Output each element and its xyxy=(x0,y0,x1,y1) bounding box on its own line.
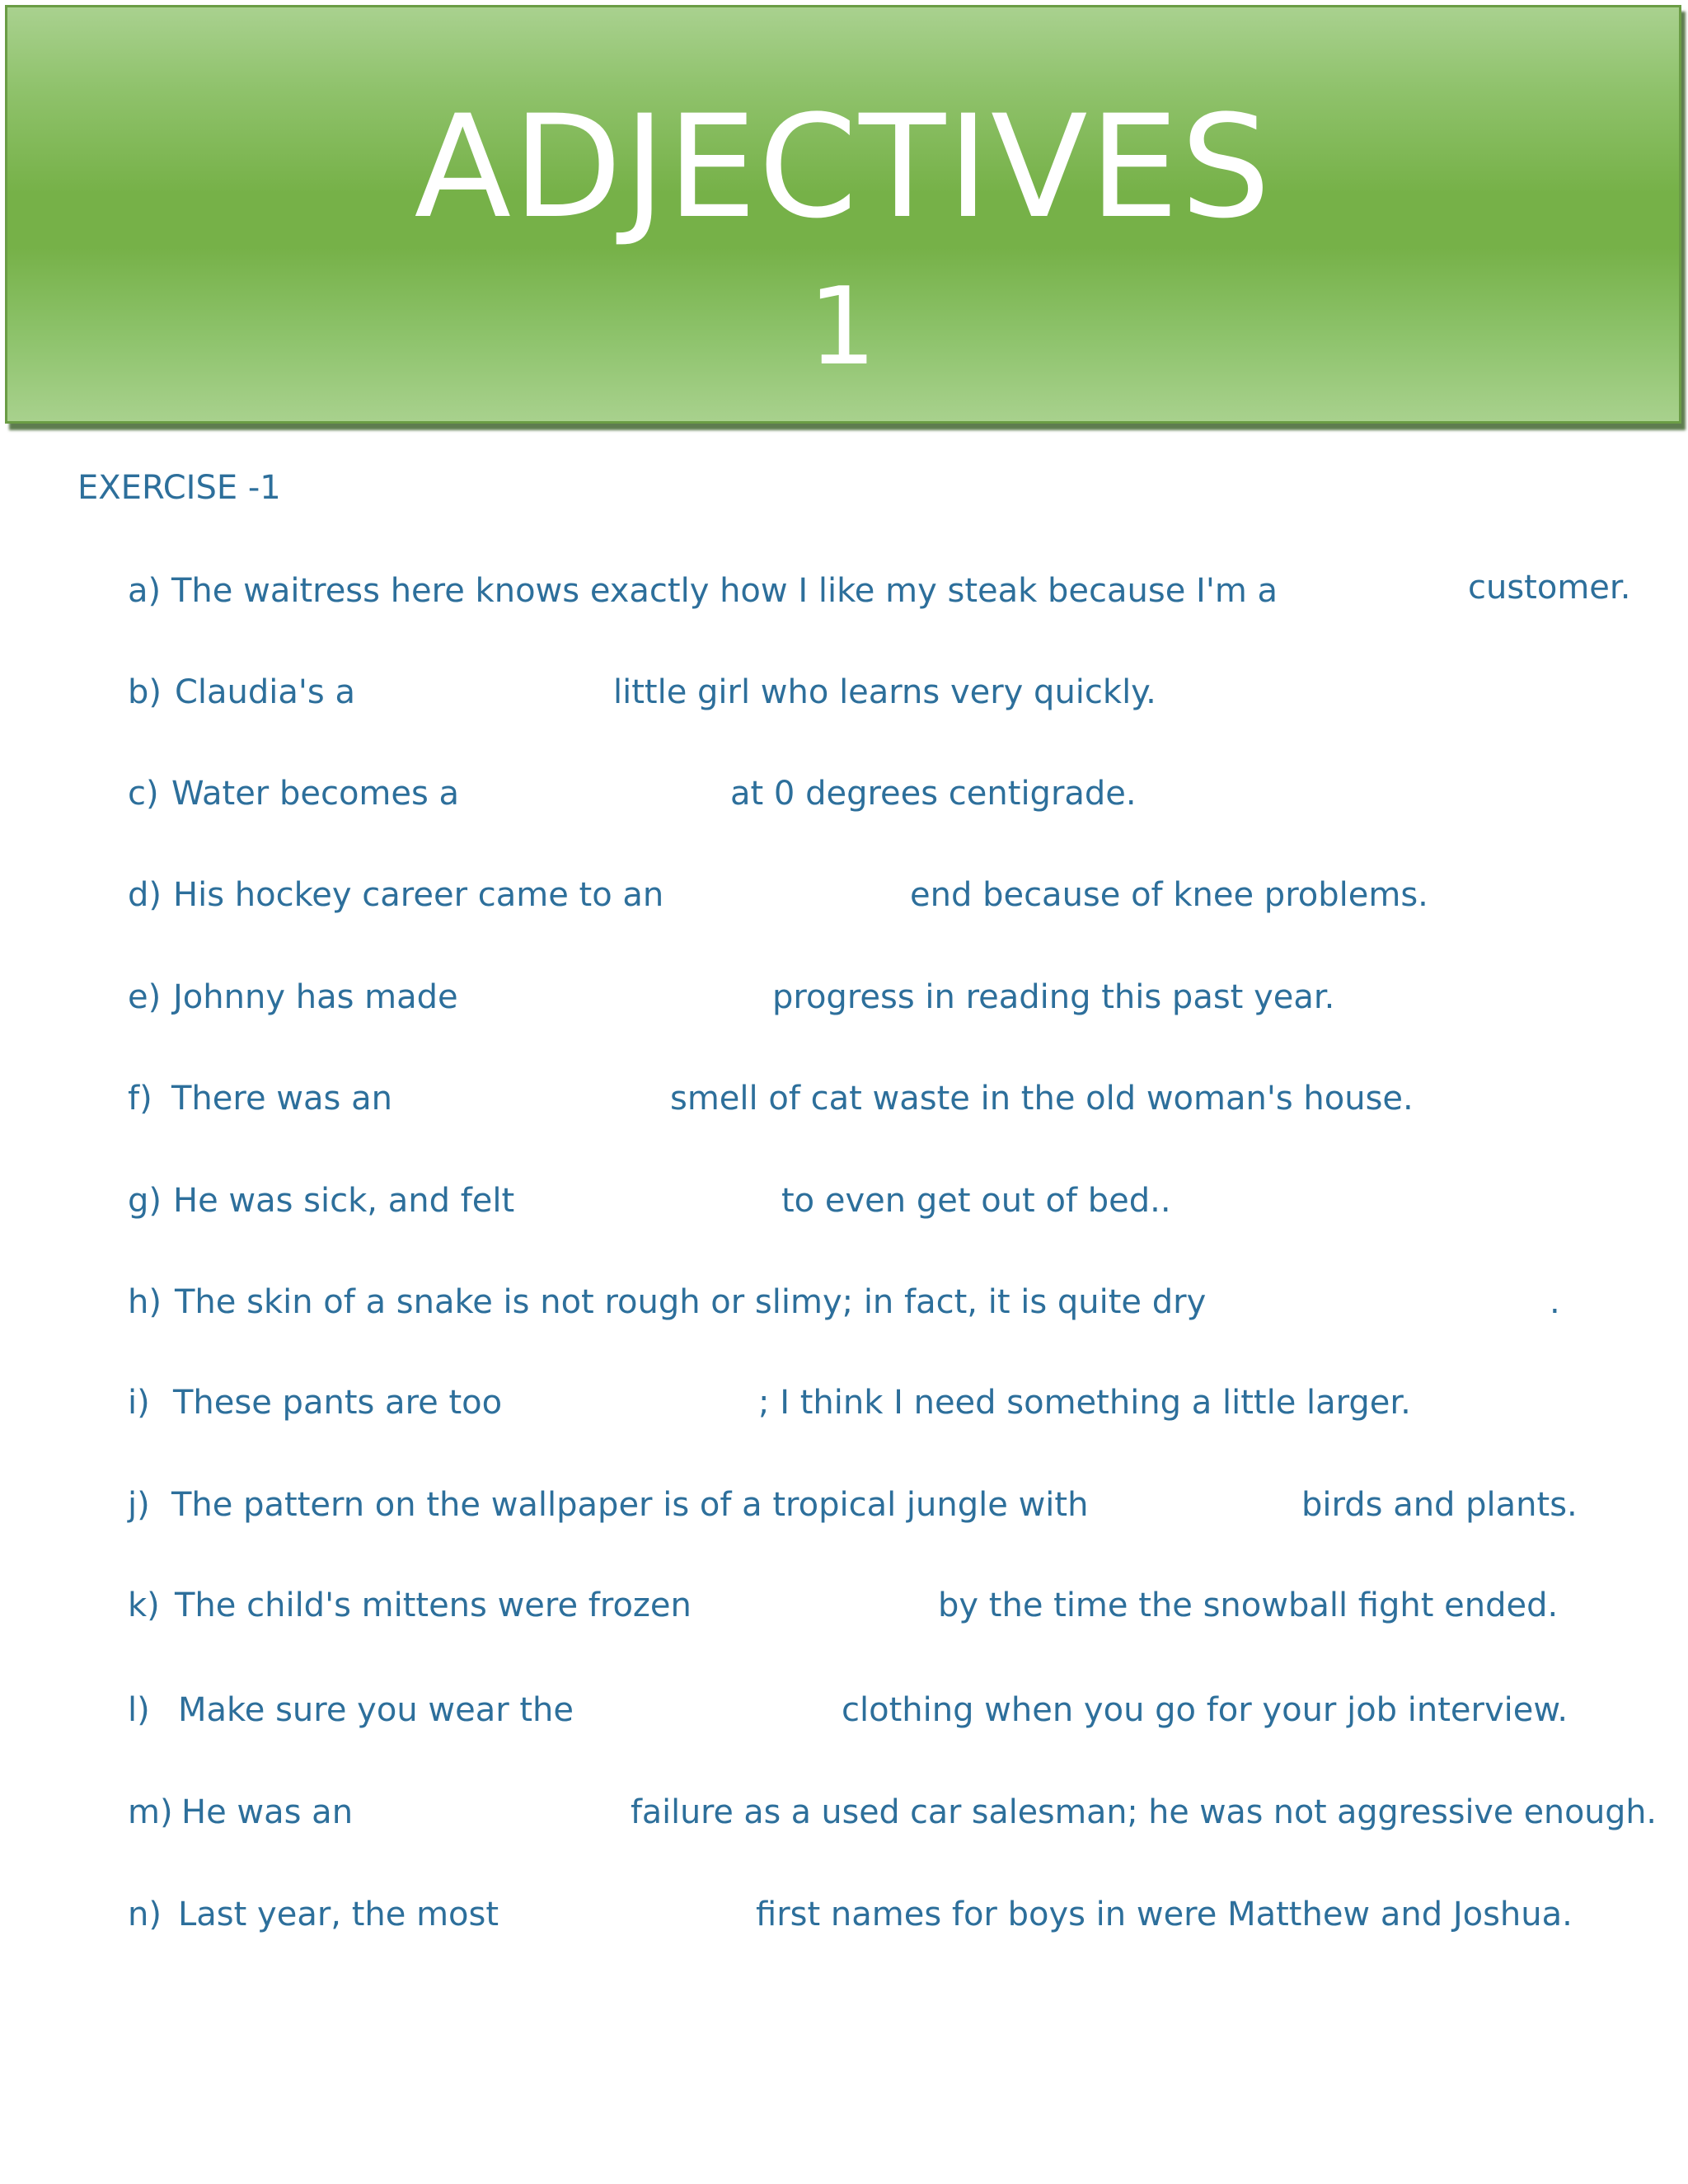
item-text-before: The child's mittens were frozen xyxy=(175,1586,692,1624)
exercise-item-i xyxy=(0,1386,1688,1436)
exercise-item-h xyxy=(0,1283,1688,1335)
item-marker: a) xyxy=(128,572,162,610)
item-text-after: clothing when you go for your job interview. xyxy=(842,1691,1568,1729)
item-text-before: There was an xyxy=(171,1080,392,1118)
item-text-after: progress in reading this past year. xyxy=(772,978,1335,1016)
item-text-after: by the time the snowball fight ended. xyxy=(938,1586,1559,1624)
item-text-after: at 0 degrees centigrade. xyxy=(730,775,1137,813)
item-text-after: end because of knee problems. xyxy=(910,876,1428,914)
exercise-item-a xyxy=(0,569,1688,624)
item-text-before: Claudia's a xyxy=(175,673,355,711)
item-text-before: The skin of a snake is not rough or slimy; in fact, it is quite dry xyxy=(175,1283,1207,1321)
item-marker: g) xyxy=(128,1182,162,1220)
exercise-item-k xyxy=(0,1586,1688,1638)
item-text-after: smell of cat waste in the old woman's house. xyxy=(670,1080,1414,1118)
exercise-item-l xyxy=(0,1691,1688,1743)
item-text-after: ; I think I need something a little larger. xyxy=(758,1384,1411,1422)
item-text-before: He was sick, and felt xyxy=(173,1182,515,1220)
exercise-item-c xyxy=(0,777,1688,827)
item-text-before: Make sure you wear the xyxy=(178,1691,574,1729)
item-text-before: The waitress here knows exactly how I like my steak because I'm a xyxy=(171,572,1278,610)
page-number: 1 xyxy=(808,264,879,389)
exercise-item-d xyxy=(0,876,1688,928)
exercise-item-n xyxy=(0,1898,1688,1947)
title-banner xyxy=(5,5,1681,424)
item-text-before: His hockey career came to an xyxy=(173,876,664,914)
item-text-before: Johnny has made xyxy=(173,978,458,1016)
item-marker: f) xyxy=(128,1080,152,1118)
item-marker: m) xyxy=(128,1793,173,1831)
page-title: ADJECTIVES xyxy=(414,84,1273,250)
item-text-before: The pattern on the wallpaper is of a tropical jungle with xyxy=(171,1486,1089,1524)
exercise-label: EXERCISE -1 xyxy=(77,469,281,507)
exercise-item-m xyxy=(0,1793,1688,1845)
item-text-after: . xyxy=(1550,1283,1560,1321)
item-text-after: failure as a used car salesman; he was not aggressive enough. xyxy=(631,1793,1657,1831)
exercise-item-e xyxy=(0,978,1688,1030)
item-marker: d) xyxy=(128,876,162,914)
exercise-item-b xyxy=(0,673,1688,725)
item-marker: i) xyxy=(128,1384,150,1422)
item-marker: c) xyxy=(128,775,159,813)
exercise-item-j xyxy=(0,1488,1688,1538)
item-marker: e) xyxy=(128,978,162,1016)
item-text-after: first names for boys in were Matthew and Joshua. xyxy=(756,1896,1573,1933)
item-marker: h) xyxy=(128,1283,162,1321)
item-marker: k) xyxy=(128,1586,160,1624)
exercise-item-g xyxy=(0,1184,1688,1234)
item-text-after: birds and plants. xyxy=(1301,1486,1578,1524)
item-text-after: customer. xyxy=(1468,569,1631,607)
item-marker: j) xyxy=(128,1486,150,1524)
item-text-before: These pants are too xyxy=(173,1384,503,1422)
item-text-after: to even get out of bed.. xyxy=(781,1182,1171,1220)
exercise-item-f xyxy=(0,1082,1688,1132)
item-text-after: little girl who learns very quickly. xyxy=(613,673,1156,711)
item-marker: b) xyxy=(128,673,162,711)
item-marker: l) xyxy=(128,1691,150,1729)
item-text-before: Water becomes a xyxy=(171,775,460,813)
item-text-before: He was an xyxy=(181,1793,354,1831)
item-text-before: Last year, the most xyxy=(178,1896,499,1933)
item-marker: n) xyxy=(128,1896,162,1933)
